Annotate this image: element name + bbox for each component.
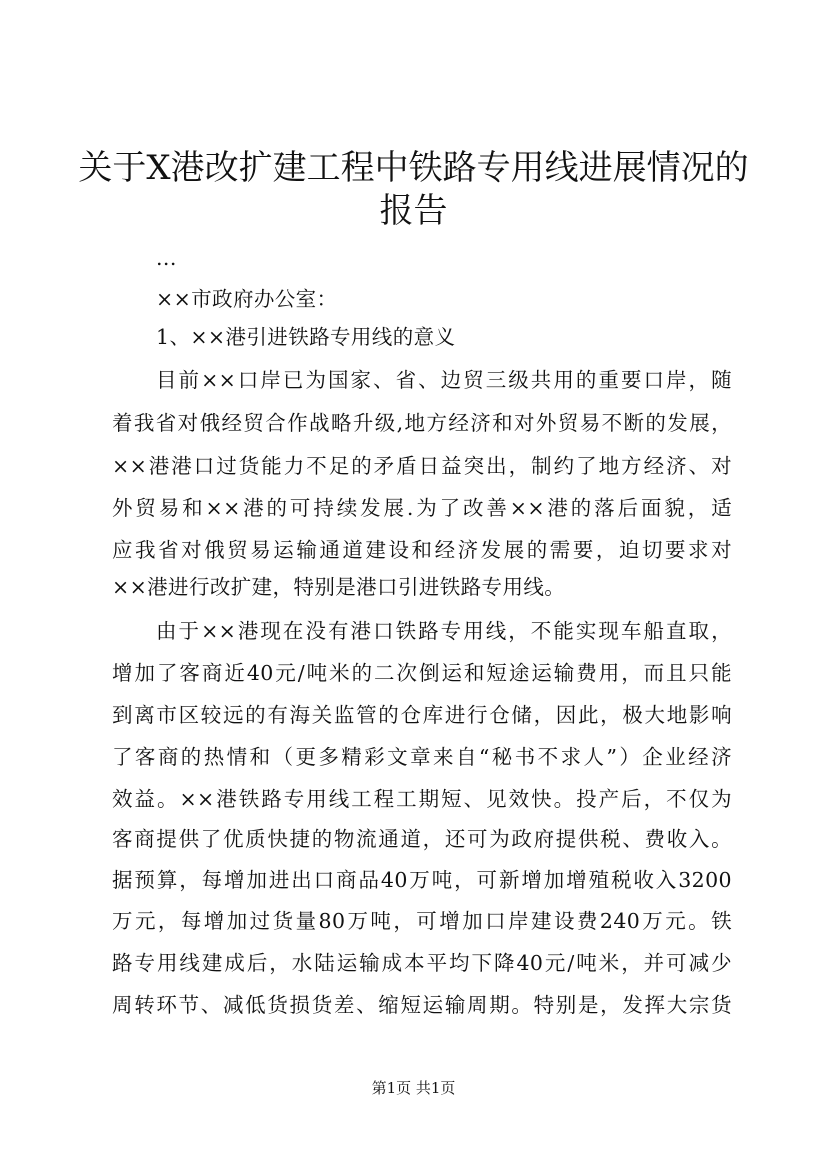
body-line: 由于××港现在没有港口铁路专用线，不能实现车船直取， xyxy=(156,619,732,643)
document-title-line2: 报告 xyxy=(379,191,448,231)
body-line: 着我省对俄经贸合作战略升级,地方经济和对外贸易不断的发展， xyxy=(112,411,732,435)
body-line: 到离市区较远的有海关监管的仓库进行仓储，因此，极大地影响 xyxy=(112,703,732,727)
body-line: 万元，每增加过货量80万吨，可增加口岸建设费240万元。铁 xyxy=(112,909,732,933)
body-line: 周转环节、减低货损货差、缩短运输周期。特别是，发挥大宗货 xyxy=(112,993,732,1017)
body-line: 应我省对俄贸易运输通道建设和经济发展的需要，迫切要求对 xyxy=(112,538,732,562)
body-line: 外贸易和××港的可持续发展.为了改善××港的落后面貌，适 xyxy=(112,496,732,520)
page-number-footer: 第1页 共1页 xyxy=(371,1079,456,1097)
body-line: 路专用线建成后，水陆运输成本平均下降40元/吨米，并可减少 xyxy=(112,951,732,975)
body-line: 客商提供了优质快捷的物流通道，还可为政府提供税、费收入。 xyxy=(112,827,732,851)
salutation: ××市政府办公室： xyxy=(156,287,338,311)
body-line: 了客商的热情和（更多精彩文章来自“秘书不求人”）企业经济 xyxy=(112,745,732,769)
section-heading: 1、××港引进铁路专用线的意义 xyxy=(156,325,456,349)
body-line: ××港港口过货能力不足的矛盾日益突出，制约了地方经济、对 xyxy=(112,454,732,478)
body-line: ××港进行改扩建，特别是港口引进铁路专用线。 xyxy=(112,575,566,599)
ellipsis: ... xyxy=(156,246,177,270)
document-title-line1: 关于X港改扩建工程中铁路专用线进展情况的 xyxy=(78,148,749,188)
body-line: 效益。××港铁路专用线工程工期短、见效快。投产后，不仅为 xyxy=(112,787,732,811)
body-line: 增加了客商近40元/吨米的二次倒运和短途运输费用，而且只能 xyxy=(112,661,732,685)
body-line: 目前××口岸已为国家、省、边贸三级共用的重要口岸，随 xyxy=(156,368,732,392)
body-line: 据预算，每增加进出口商品40万吨，可新增加增殖税收入3200 xyxy=(112,868,732,892)
